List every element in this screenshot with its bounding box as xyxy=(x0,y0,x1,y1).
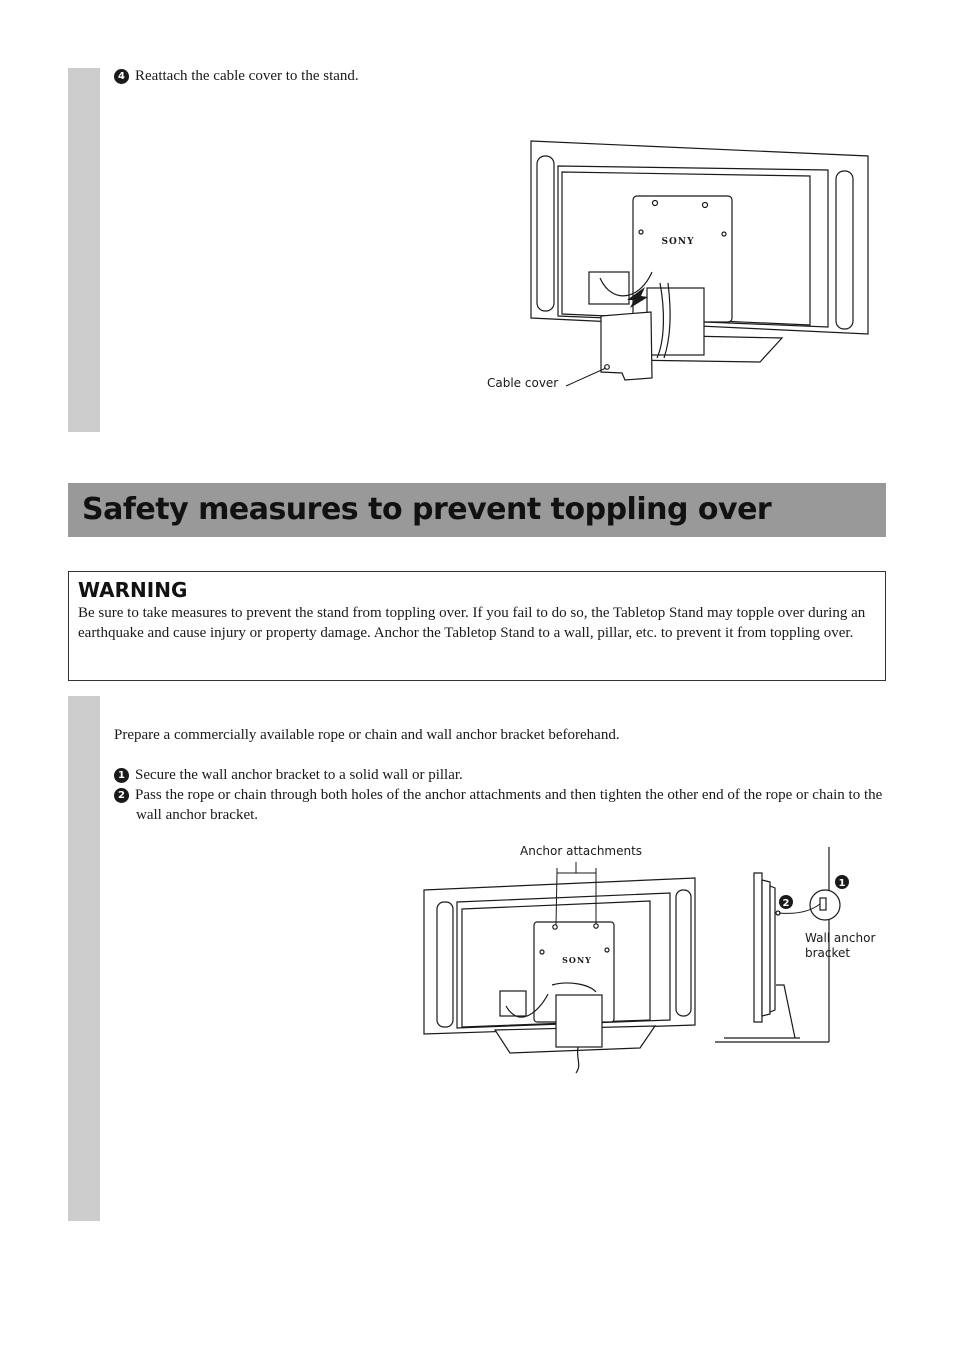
sony-logo: SONY xyxy=(661,237,695,247)
wall-anchor-bracket-label xyxy=(805,931,875,961)
svg-text:2: 2 xyxy=(782,898,790,909)
svg-text:1: 1 xyxy=(838,878,846,889)
section-title: Safety measures to prevent toppling over xyxy=(68,483,886,537)
wall-anchor-bracket-label-line1: Wall anchor xyxy=(805,931,876,945)
cable-cover-label: Cable cover xyxy=(487,376,559,390)
warning-heading: WARNING xyxy=(78,578,188,602)
step-2-number-icon: 2 xyxy=(114,788,129,803)
sony-logo-lower: SONY xyxy=(562,955,592,965)
warning-body: Be sure to take measures to prevent the stand from toppling over. If you fail to do so, the Tabletop Stand may topple over during an earthquake and cause injury or property damage. Anchor the Tabletop Stand to a wall, pillar, etc. to prevent it from toppling over. xyxy=(78,605,866,641)
anchor-attachments-label: Anchor attachments xyxy=(520,844,643,858)
callout-1-icon xyxy=(835,875,849,889)
step-1-number-icon: 1 xyxy=(114,768,129,783)
step-4-number-icon: 4 xyxy=(114,69,129,84)
step-1-text: Secure the wall anchor bracket to a solid wall or pillar. xyxy=(135,767,463,783)
callout-2-icon xyxy=(779,895,793,909)
step-4-text: Reattach the cable cover to the stand. xyxy=(135,68,359,84)
intro-text: Prepare a commercially available rope or chain and wall anchor bracket beforehand. xyxy=(114,727,620,743)
step-2-text: Pass the rope or chain through both holes of the anchor attachments and then tighten the other end of the rope or chain to the wall anchor bracket. xyxy=(135,787,883,823)
wall-anchor-bracket-label-line2: bracket xyxy=(805,946,851,960)
